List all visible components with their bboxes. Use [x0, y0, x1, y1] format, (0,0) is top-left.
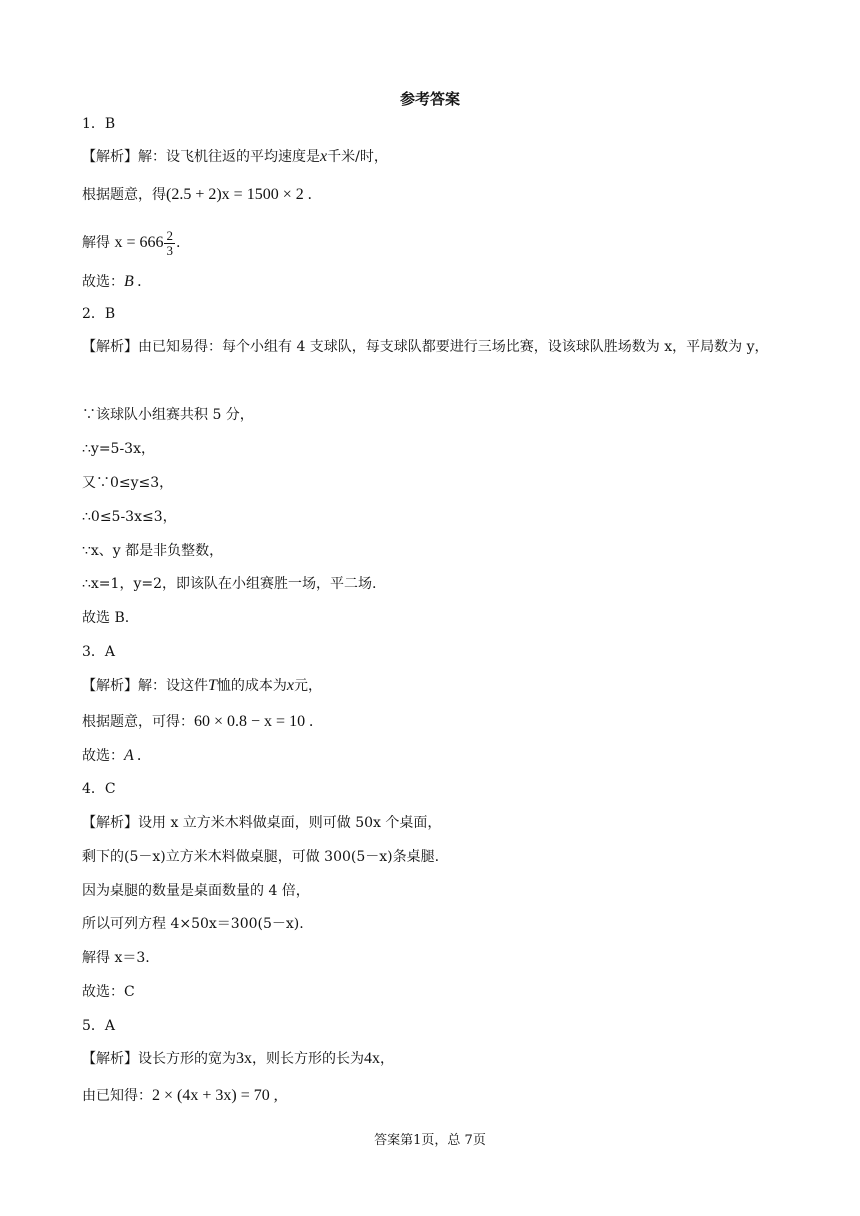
- answer-2-step-1: ∵该球队小组赛共积 5 分，: [82, 407, 254, 423]
- answer-4-choice: 故选：C: [82, 984, 135, 1000]
- page-title: 参考答案: [399, 90, 460, 108]
- fraction: $\frac{2}{3}$: [166, 228, 173, 258]
- answer-2-step-5: ∵x、y 都是非负整数，: [82, 543, 224, 559]
- answer-1-choice: 故选：B .: [82, 273, 142, 290]
- answer-3-analysis: 【解析】解：设这件T恤的成本为x元，: [82, 677, 323, 694]
- answer-1-analysis: 【解析】解：设飞机往返的平均速度是x千米/时，: [82, 148, 388, 165]
- answer-2-step-3: 又∵0≤y≤3，: [82, 475, 174, 491]
- answer-4-step-3: 所以可列方程 4×50x＝300(5－x).: [82, 916, 304, 932]
- answer-2-heading: 2．B: [82, 306, 116, 322]
- answer-2-step-6: ∴x=1，y=2，即该队在小组赛胜一场，平二场.: [82, 576, 377, 592]
- answer-4-analysis: 【解析】设用 x 立方米木料做桌面，则可做 50x 个桌面，: [82, 815, 442, 831]
- answer-1-solution: 解得 x = 666 $\frac{2}{3}$ .: [82, 228, 181, 258]
- answer-4-step-1: 剩下的(5－x)立方米木料做桌腿，可做 300(5－x)条桌腿.: [82, 849, 440, 865]
- answer-4-step-2: 因为桌腿的数量是桌面数量的 4 倍，: [82, 883, 310, 899]
- answer-3-equation: 根据题意，可得：60 × 0.8 − x = 10 .: [82, 713, 314, 730]
- answer-5-equation: 由已知得：2 × (4x + 3x) = 70 ,: [82, 1087, 278, 1104]
- answer-1-heading: 1．B: [82, 116, 116, 132]
- answer-5-analysis: 【解析】设长方形的宽为3x，则长方形的长为4x，: [82, 1050, 394, 1067]
- answer-5-heading: 5．A: [82, 1018, 116, 1034]
- answer-1-equation: 根据题意，得(2.5 + 2)x = 1500 × 2 .: [82, 186, 312, 203]
- answer-2-step-4: ∴0≤5-3x≤3，: [82, 509, 177, 525]
- answer-4-heading: 4．C: [82, 781, 116, 797]
- answer-3-choice: 故选：A .: [82, 747, 142, 764]
- answer-4-step-4: 解得 x＝3.: [82, 950, 150, 966]
- page-footer: 答案第1页，总 7页: [374, 1133, 486, 1148]
- answer-2-choice: 故选 B.: [82, 610, 130, 626]
- answer-2-step-2: ∴y=5-3x，: [82, 441, 155, 457]
- answer-2-analysis: 【解析】由已知易得：每个小组有 4 支球队，每支球队都要进行三场比赛，设该球队胜场数为 x，平局数为 y，: [82, 339, 769, 355]
- answer-3-heading: 3．A: [82, 644, 116, 660]
